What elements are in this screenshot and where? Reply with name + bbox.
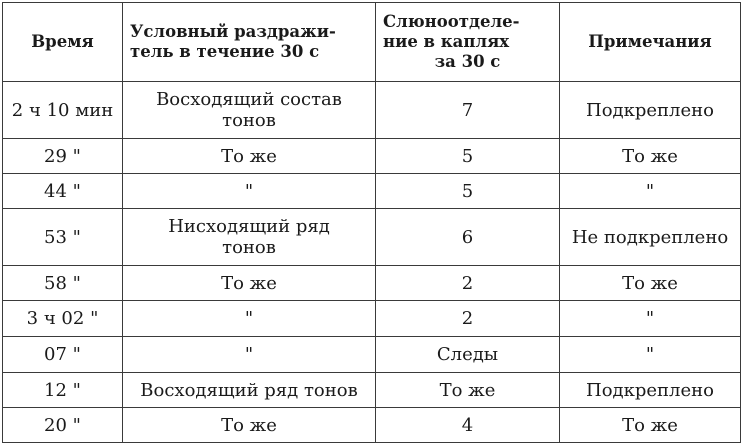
cell-notes: То же: [560, 139, 741, 174]
cell-time: 29 ": [3, 139, 123, 174]
table-row: [3, 408, 741, 443]
cell-time: 58 ": [3, 266, 123, 301]
header-stimulus-line-1: Условный раздражи-: [130, 22, 336, 41]
cell-salivation: То же: [376, 373, 560, 408]
cell-notes: ": [560, 301, 741, 337]
cell-salivation: 2: [376, 266, 560, 301]
experiment-table: [2, 2, 741, 443]
header-row: [3, 3, 741, 82]
cell-salivation: Следы: [376, 337, 560, 373]
cell-notes: Не подкреплено: [560, 209, 741, 266]
table-row: [3, 301, 741, 337]
cell-time: 44 ": [3, 174, 123, 209]
cell-stimulus: То же: [123, 139, 376, 174]
cell-stimulus: Восходящий ряд тонов: [123, 373, 376, 408]
header-notes-text: Примечания: [588, 32, 712, 51]
cell-stimulus: ": [123, 337, 376, 373]
cell-time: 07 ": [3, 337, 123, 373]
table-row: [3, 266, 741, 301]
header-notes: [560, 3, 741, 82]
header-time-text: Время: [31, 32, 94, 51]
header-salivation-line-1: Слюноотделе-: [383, 12, 520, 31]
cell-salivation: 5: [376, 139, 560, 174]
cell-stimulus-line-2: тонов: [222, 237, 276, 258]
cell-salivation: 5: [376, 174, 560, 209]
cell-notes: То же: [560, 408, 741, 443]
cell-stimulus-line-1: Нисходящий ряд: [168, 216, 330, 237]
cell-time: 2 ч 10 мин: [3, 82, 123, 139]
cell-stimulus: ": [123, 174, 376, 209]
header-salivation-line-3: за 30 с: [434, 52, 501, 71]
header-salivation-line-2: ние в каплях: [383, 32, 510, 51]
header-stimulus-line-2: тель в течение 30 с: [130, 42, 320, 61]
table-row: [3, 82, 741, 139]
cell-time: 12 ": [3, 373, 123, 408]
cell-time: 20 ": [3, 408, 123, 443]
cell-notes: ": [560, 337, 741, 373]
header-stimulus: [123, 3, 376, 82]
cell-salivation: 4: [376, 408, 560, 443]
cell-stimulus-line-1: Восходящий состав: [156, 89, 342, 110]
cell-notes: Подкреплено: [560, 373, 741, 408]
cell-salivation: 6: [376, 209, 560, 266]
cell-stimulus: То же: [123, 266, 376, 301]
header-salivation: [376, 3, 560, 82]
table-row: [3, 139, 741, 174]
cell-stimulus: ": [123, 301, 376, 337]
header-time: [3, 3, 123, 82]
table-row: [3, 337, 741, 373]
table-row: [3, 209, 741, 266]
cell-stimulus: [123, 82, 376, 139]
cell-stimulus-line-2: тонов: [222, 110, 276, 131]
cell-notes: ": [560, 174, 741, 209]
cell-notes: Подкреплено: [560, 82, 741, 139]
cell-notes: То же: [560, 266, 741, 301]
cell-time: 53 ": [3, 209, 123, 266]
cell-stimulus: То же: [123, 408, 376, 443]
cell-time: 3 ч 02 ": [3, 301, 123, 337]
cell-stimulus: [123, 209, 376, 266]
cell-salivation: 2: [376, 301, 560, 337]
table-row: [3, 373, 741, 408]
table-row: [3, 174, 741, 209]
cell-salivation: 7: [376, 82, 560, 139]
